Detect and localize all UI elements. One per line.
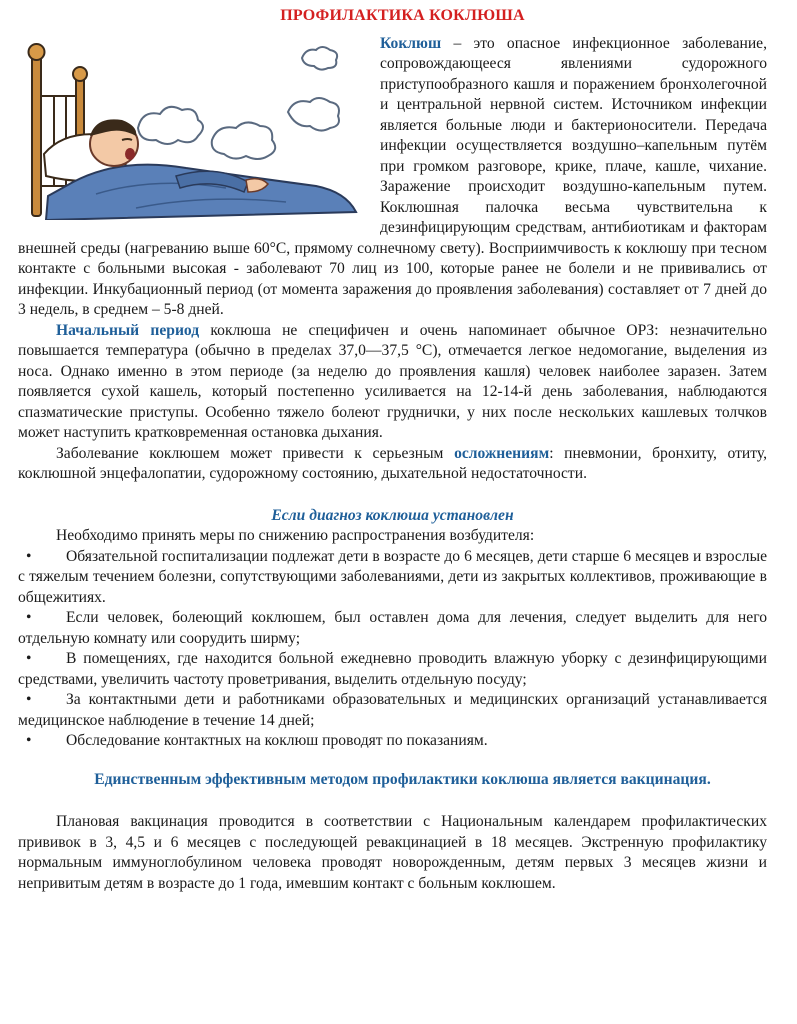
initial-period-text: коклюша не специфичен и очень напоминает обычное ОРЗ: незначительно повышается температура (обычно в пределах 37,0—37,5 °С), отмечается легкое недомогание, выделения из носа. Однако именно в этом периоде (за неделю до проявления кашля) человек наиболее заразен. Затем появляется сухой кашель, который постепенно усиливается на 12-14-й день заболевания, наблюдаются спазматические приступы. Особенно тяжело болеют груднички, у них после нескольких кашлевых толчков может наступить кратковременная остановка дыхания. bbox=[18, 321, 767, 441]
list-item-text: За контактными дети и работниками образовательных и медицинских организаций устанавливается медицинское наблюдение в течение 14 дней; bbox=[18, 691, 767, 729]
measures-list bbox=[18, 547, 767, 752]
complications-paragraph bbox=[18, 444, 767, 485]
list-item bbox=[18, 690, 767, 731]
list-item-text: В помещениях, где находится больной ежедневно проводить влажную уборку с дезинфицирующими средствами, увеличить частоту проветривания, выделить отдельную посуду; bbox=[18, 650, 767, 688]
keyword-initial-period: Начальный период bbox=[56, 321, 200, 339]
list-item bbox=[18, 608, 767, 649]
list-item bbox=[18, 649, 767, 690]
diagnosis-lead: Необходимо принять меры по снижению распространения возбудителя: bbox=[56, 527, 535, 544]
intro-text: – это опасное инфекционное заболевание, сопровождающееся явлениями судорожного приступообразного кашля и поражением бронхолегочной и центральной нервной систем. Источником инфекции является больные люди и бактерионосители. Передача инфекции осуществляется воздушно–капельным путём при громком разговоре, крике, плаче, кашле, чихание. Заражение происходит воздушно-капельным путем. Коклюшная палочка весьма чувствительна к дезинфицирующим средствам, антибиотикам и факторам внешней среды (нагреванию выше 60°С, прямому солнечному свету). Восприимчивость к коклюшу при тесном контакте с больными высокая - заболевают 70 лиц из 100, которые ранее не болели и не прививались от инфекции. Инкубационный период (от момента заражения до проявления заболевания) составляет от 7 дней до 3 недель, в среднем – 5-8 дней. bbox=[18, 34, 767, 318]
bullet-icon: • bbox=[26, 609, 32, 626]
diagnosis-heading: Если диагноз коклюша установлен bbox=[271, 506, 514, 524]
keyword-koklush: Коклюш bbox=[380, 34, 442, 52]
bullet-icon: • bbox=[26, 732, 32, 749]
bullet-icon: • bbox=[26, 691, 32, 708]
complications-text-after: : пневмонии, бронхиту, отиту, коклюшной энцефалопатии, судорожному состоянию, дыхательной недостаточности. bbox=[18, 444, 768, 482]
list-item bbox=[18, 731, 767, 752]
bullet-icon: • bbox=[26, 547, 32, 565]
vaccination-paragraph: Плановая вакцинация проводится в соответствии с Национальным календарем профилактических прививок в 3, 4,5 и 6 месяцев с последующей ревакцинацией в 18 месяцев. Экстренную профилактику нормальным иммуноглобулином человека проводят новорожденным, детям первых 3 месяцев жизни и непривитым детям в возрасте до 1 года, имевшим контакт с больным коклюшем. bbox=[18, 813, 767, 892]
list-item-text: Если человек, болеющий коклюшем, был оставлен дома для лечения, следует выделить для него отдельную комнату или соорудить ширму; bbox=[18, 609, 767, 647]
vaccination-heading: Единственным эффективным методом профилактики коклюша является вакцинация. bbox=[94, 770, 711, 788]
keyword-complications: осложнениям bbox=[454, 444, 550, 462]
initial-period-paragraph bbox=[18, 321, 767, 444]
coughing-child-in-bed-illustration bbox=[26, 36, 366, 220]
bullet-icon: • bbox=[26, 650, 32, 667]
page-title: ПРОФИЛАКТИКА КОКЛЮША bbox=[280, 7, 525, 24]
list-item bbox=[18, 547, 767, 609]
complications-text-before: Заболевание коклюшем может привести к серьезным bbox=[56, 444, 455, 462]
list-item-text: Обследование контактных на коклюш проводят по показаниям. bbox=[66, 732, 488, 749]
list-item-text: Обязательной госпитализации подлежат дети в возрасте до 6 месяцев, дети старше 6 месяцев и взрослые с тяжелым течением болезни, сопутствующими заболеваниями, дети из закрытых коллективов, проживающие в общежитиях. bbox=[18, 547, 767, 606]
